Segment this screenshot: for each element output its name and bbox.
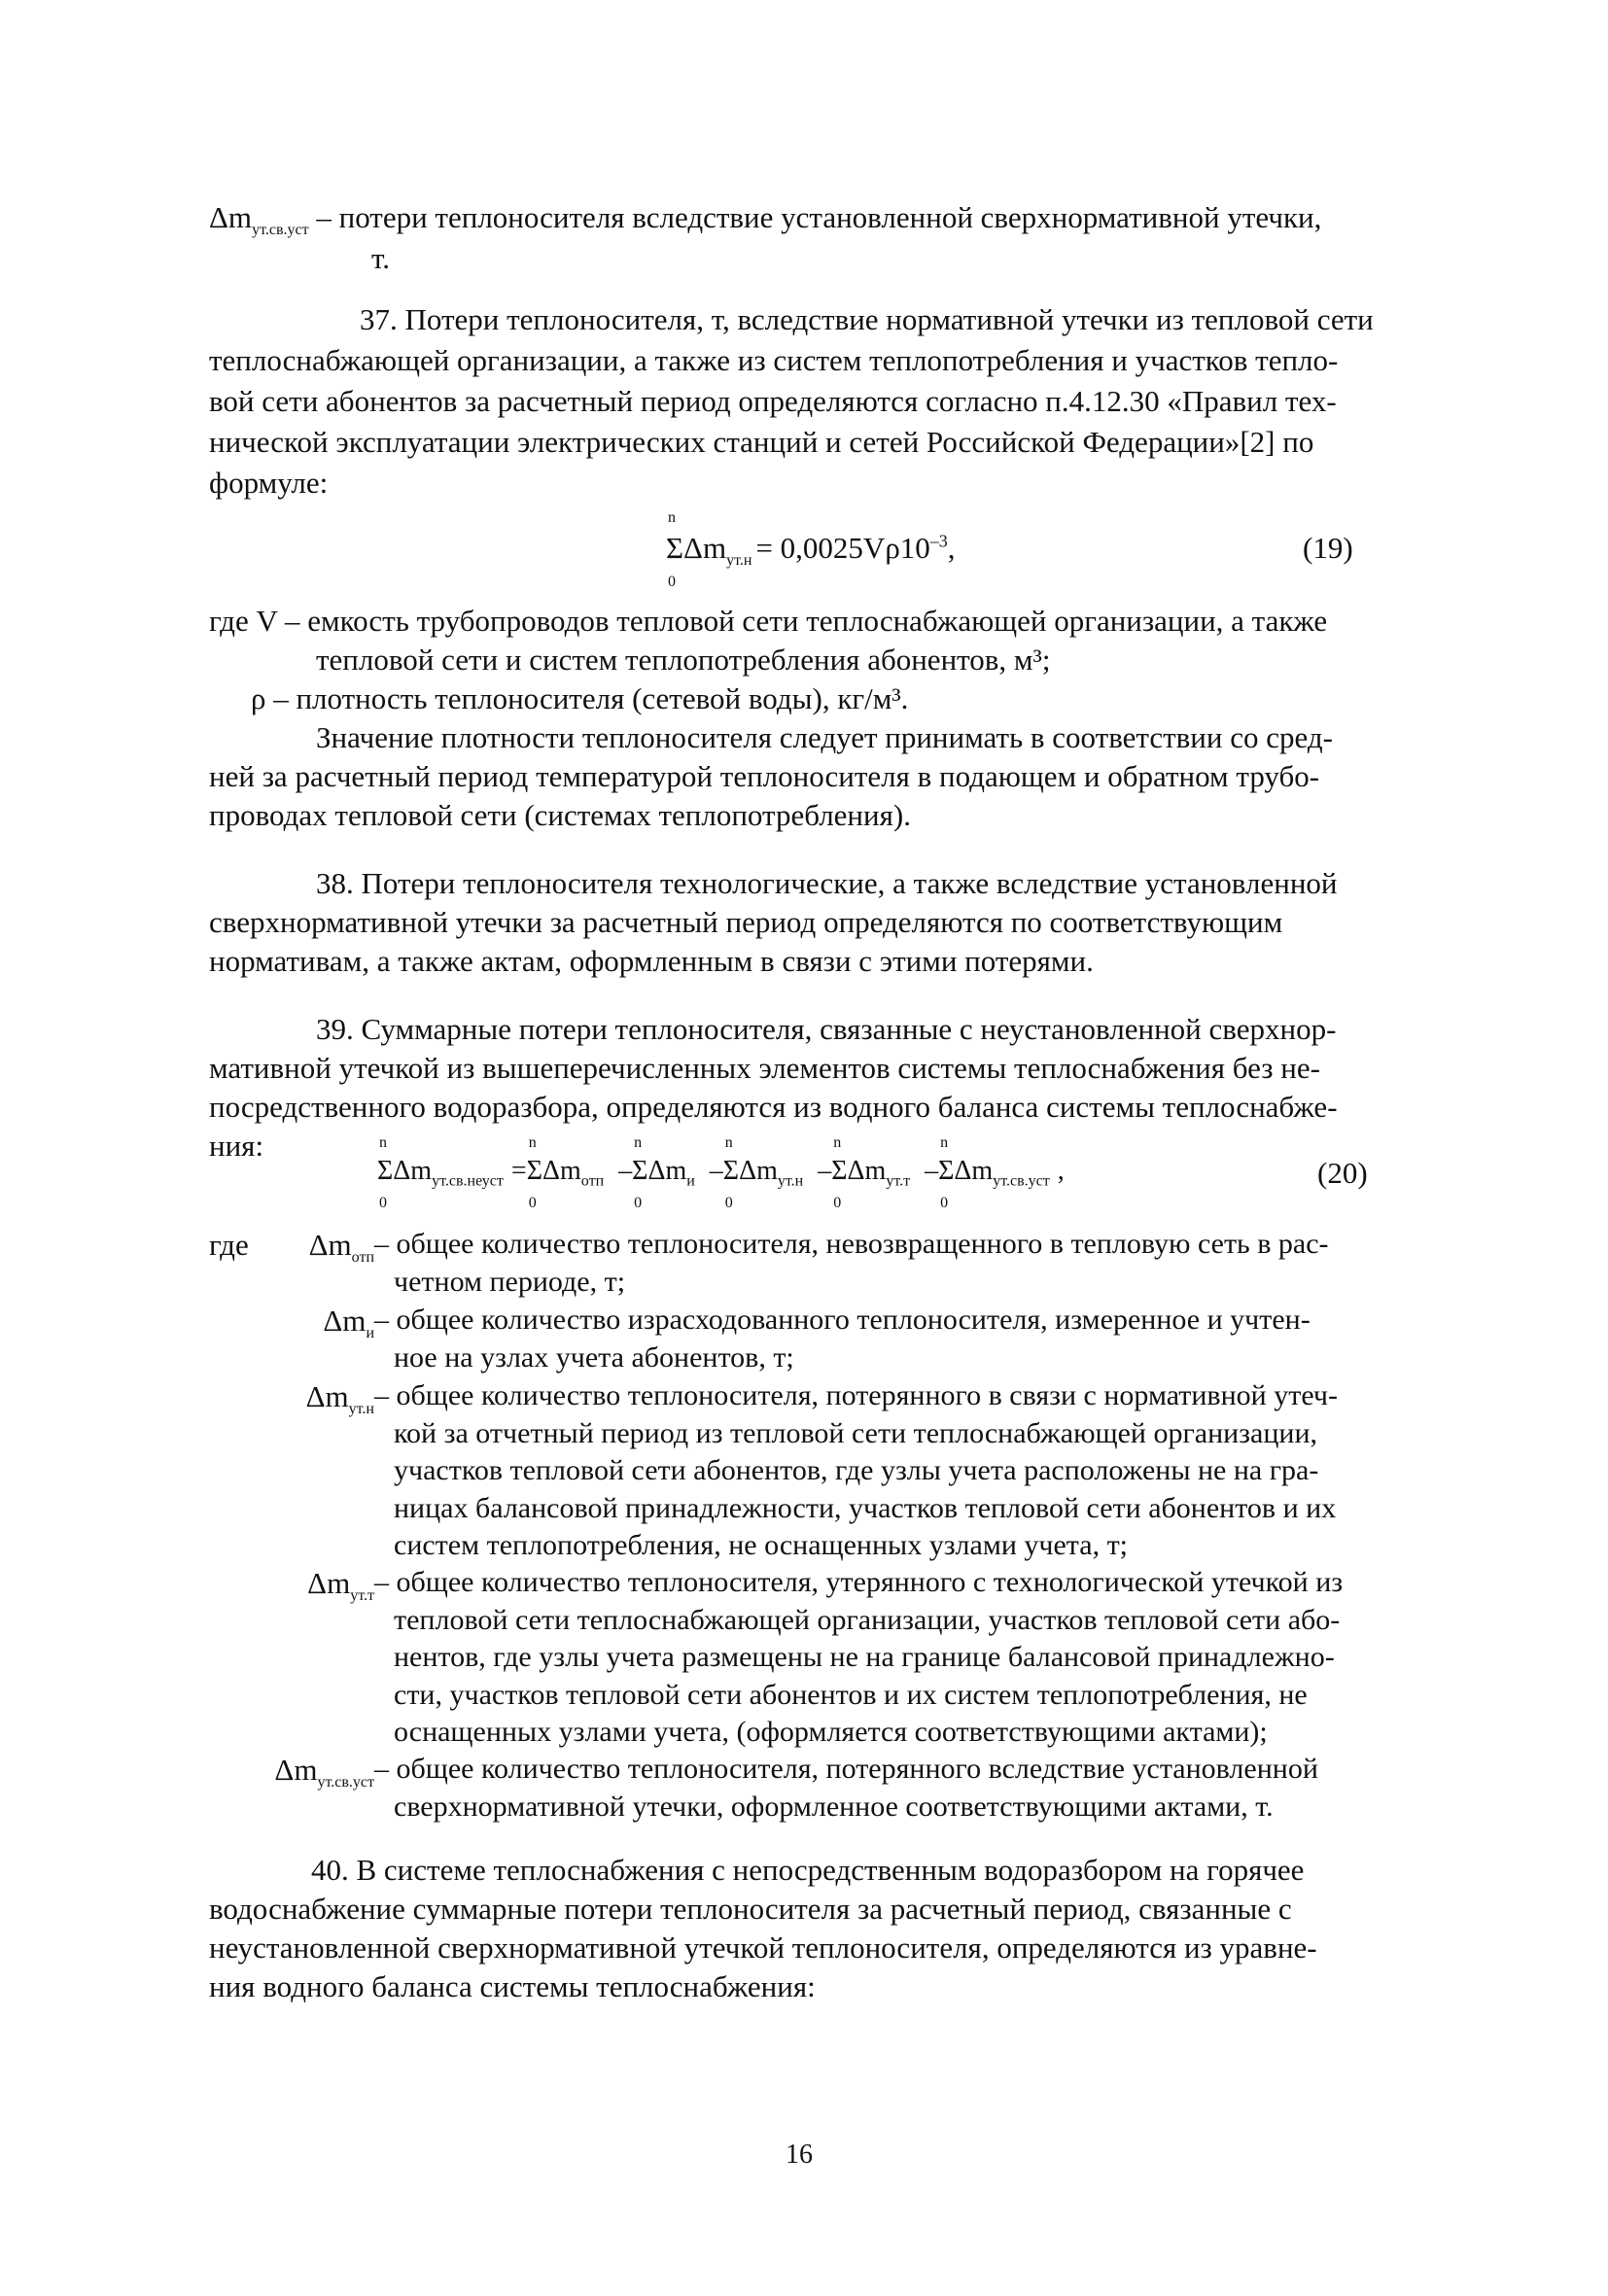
formula-20-symbol: ΣΔm — [722, 1156, 778, 1186]
formula-20-symbol: ΣΔm — [938, 1156, 994, 1186]
formula-20-operator: – — [612, 1156, 633, 1186]
formula-19-upper-limit: n — [668, 509, 676, 526]
top-definition-term: Δm — [209, 200, 253, 234]
formula-20-term — [526, 1134, 605, 1211]
p37-line-2: теплоснабжающей организации, а также из систем теплопотребления и участков тепло- — [209, 343, 1339, 377]
formula-20-term — [377, 1134, 504, 1211]
p40-line-1: 40. В системе теплоснабжения с непосредственным водоразбором на горячее — [311, 1853, 1305, 1887]
formula-20-operator: = — [510, 1156, 527, 1186]
formula-20-symbol: ΣΔm — [632, 1156, 687, 1186]
formula-19-sum — [666, 509, 752, 591]
where20-definition-line: сти, участков тепловой сети абонентов и их систем теплопотребления, не — [394, 1678, 1308, 1711]
formula-20-upper-limit: n — [940, 1134, 949, 1151]
where20-term — [309, 1227, 374, 1267]
density-note-line-3: проводах тепловой сети (системах теплопотребления). — [209, 798, 911, 832]
top-definition-line1 — [209, 199, 1321, 239]
formula-20-lower-limit: 0 — [379, 1194, 387, 1211]
formula-19-lower-limit: 0 — [668, 574, 676, 591]
where20-term-subscript: ут.т — [350, 1587, 374, 1605]
formula-20-term — [831, 1134, 911, 1211]
formula-20-number: (20) — [1317, 1156, 1368, 1190]
p37-line-5: формуле: — [209, 466, 329, 500]
where20-term-symbol: Δm — [323, 1304, 367, 1338]
where20-definition-line: кой за отчетный период из тепловой сети теплоснабжающей организации, — [394, 1416, 1318, 1449]
where20-term — [306, 1378, 374, 1418]
p40-line-3: неустановленной сверхнормативной утечкой теплоносителя, определяются из уравне- — [209, 1931, 1317, 1965]
where20-term — [323, 1303, 374, 1342]
formula-20-subscript: и — [686, 1172, 695, 1190]
formula-20-upper-limit: n — [724, 1134, 733, 1151]
where20-term-symbol: Δm — [308, 1228, 352, 1262]
formula-20-lower-limit: 0 — [528, 1194, 537, 1211]
formula-20-symbol: ΣΔm — [377, 1156, 433, 1186]
where20-term-subscript: отп — [351, 1249, 374, 1267]
formula-20-operator: , — [1057, 1156, 1065, 1186]
formula-20-subscript: ут.св.неуст — [432, 1172, 504, 1190]
formula-20-subscript: отп — [580, 1172, 605, 1190]
where20-term-subscript: и — [366, 1325, 374, 1342]
where20-definition-line: оснащенных узлами учета, (оформляется соответствующими актами); — [394, 1716, 1268, 1748]
formula-20-operator: – — [918, 1156, 939, 1186]
where20-definition-line: тепловой сети теплоснабжающей организации, участков тепловой сети або- — [394, 1603, 1341, 1636]
formula-19-number: (19) — [1303, 531, 1353, 565]
formula-19-rhs-exponent: –3 — [929, 531, 948, 551]
formula-20-operator: – — [702, 1156, 723, 1186]
where20-definition-line: – общее количество теплоносителя, невозвращенного в тепловую сеть в рас- — [374, 1228, 1329, 1260]
formula-20-term — [632, 1134, 695, 1211]
where20-definition-line: участков тепловой сети абонентов, где узлы учета расположены не на гра- — [394, 1454, 1319, 1486]
p37-line-1: 37. Потери теплоносителя, т, вследствие нормативной утечки из тепловой сети — [360, 302, 1374, 336]
where20-definition-line: – общее количество израсходованного теплоносителя, измеренное и учтен- — [374, 1304, 1311, 1336]
formula-20-term — [938, 1134, 1050, 1211]
top-definition-line2: т. — [371, 241, 390, 275]
formula-20-upper-limit: n — [528, 1134, 537, 1151]
top-definition-term-sub: ут.св.уст — [252, 222, 309, 239]
where19-v-line2: тепловой сети и систем теплопотребления абонентов, м³; — [316, 643, 1051, 677]
formula-20-upper-limit: n — [379, 1134, 387, 1151]
formula-19-lhs: ΣΔm — [666, 531, 727, 565]
p37-line-4: нической эксплуатации электрических станций и сетей Российской Федерации»[2] по — [209, 425, 1314, 459]
p37-line-3: вой сети абонентов за расчетный период определяются согласно п.4.12.30 «Правил тех- — [209, 384, 1337, 418]
where20-definition-line: систем теплопотребления, не оснащенных узлами учета, т; — [394, 1529, 1129, 1561]
where20-term — [307, 1565, 374, 1605]
where20-definition-line: сверхнормативной утечки, оформленное соответствующими актами, т. — [394, 1790, 1274, 1823]
formula-20-symbol: ΣΔm — [526, 1156, 581, 1186]
formula-20-lower-limit: 0 — [833, 1194, 842, 1211]
formula-20-lower-limit: 0 — [724, 1194, 733, 1211]
formula-20-subscript: ут.св.уст — [993, 1172, 1050, 1190]
formula-20-upper-limit: n — [634, 1134, 643, 1151]
density-note-line-1: Значение плотности теплоносителя следует принимать в соответствии со сред- — [316, 720, 1333, 754]
where20-lead: где — [209, 1228, 249, 1262]
where20-definition-line: – общее количество теплоносителя, утерянного с технологической утечкой из — [374, 1566, 1344, 1598]
where20-definition-line: ницах балансовой принадлежности, участков тепловой сети абонентов и их — [394, 1491, 1337, 1524]
where20-term-subscript: ут.св.уст — [317, 1774, 374, 1792]
p40-line-2: водоснабжение суммарные потери теплоносителя за расчетный период, связанные с — [209, 1892, 1292, 1926]
p39-line-2: мативной утечкой из вышеперечисленных элементов системы теплоснабжения без не- — [209, 1051, 1320, 1085]
where20-definition-line: – общее количество теплоносителя, потерянного в связи с нормативной утеч- — [374, 1379, 1338, 1411]
formula-20-upper-limit: n — [833, 1134, 842, 1151]
where20-definition-line: четном периоде, т; — [394, 1265, 626, 1298]
where19-v-line1: где V – емкость трубопроводов тепловой сети теплоснабжающей организации, а также — [209, 604, 1328, 638]
formula-20-symbol: ΣΔm — [831, 1156, 887, 1186]
where20-definition-line: – общее количество теплоносителя, потерянного вследствие установленной — [374, 1753, 1318, 1785]
where20-term-symbol: Δm — [305, 1379, 349, 1413]
formula-20-lower-limit: 0 — [634, 1194, 643, 1211]
where20-definition-line: нентов, где узлы учета размещены не на границе балансовой принадлежно- — [394, 1641, 1335, 1673]
p40-line-4: ния водного баланса системы теплоснабжения: — [209, 1969, 816, 2003]
where20-term-subscript: ут.н — [348, 1401, 374, 1418]
top-definition-text: – потери теплоносителя вследствие установленной сверхнормативной утечки, — [316, 200, 1322, 234]
p39-line-4: ния: — [209, 1129, 264, 1163]
where20-term-symbol: Δm — [274, 1753, 318, 1787]
where20-term-symbol: Δm — [307, 1566, 351, 1600]
formula-19-lhs-sub: ут.н — [726, 552, 752, 570]
where19-rho-line: ρ – плотность теплоносителя (сетевой воды), кг/м³. — [251, 681, 909, 715]
p38-line-1: 38. Потери теплоносителя технологические, а также вследствие установленной — [316, 866, 1338, 900]
formula-19-tail: , — [947, 531, 956, 565]
where20-term — [274, 1752, 374, 1792]
p39-line-1: 39. Суммарные потери теплоносителя, связанные с неустановленной сверхнор- — [316, 1012, 1337, 1046]
density-note-line-2: ней за расчетный период температурой теплоносителя в подающем и обратном трубо- — [209, 759, 1320, 793]
p38-line-3: нормативам, а также актам, оформленным в связи с этими потерями. — [209, 944, 1094, 978]
formula-20-term — [722, 1134, 804, 1211]
p39-line-3: посредственного водоразбора, определяются из водного баланса системы теплоснабже- — [209, 1090, 1338, 1124]
formula-19-rhs: = 0,0025Vρ10 — [755, 531, 930, 565]
p38-line-2: сверхнормативной утечки за расчетный период определяются по соответствующим — [209, 905, 1283, 939]
formula-20-subscript: ут.н — [777, 1172, 804, 1190]
formula-19 — [666, 509, 956, 591]
formula-20-operator: – — [811, 1156, 832, 1186]
formula-20 — [377, 1134, 1065, 1211]
where20-definition-line: ное на узлах учета абонентов, т; — [394, 1340, 794, 1374]
formula-20-subscript: ут.т — [886, 1172, 911, 1190]
formula-20-lower-limit: 0 — [940, 1194, 949, 1211]
page-number: 16 — [786, 2139, 813, 2170]
